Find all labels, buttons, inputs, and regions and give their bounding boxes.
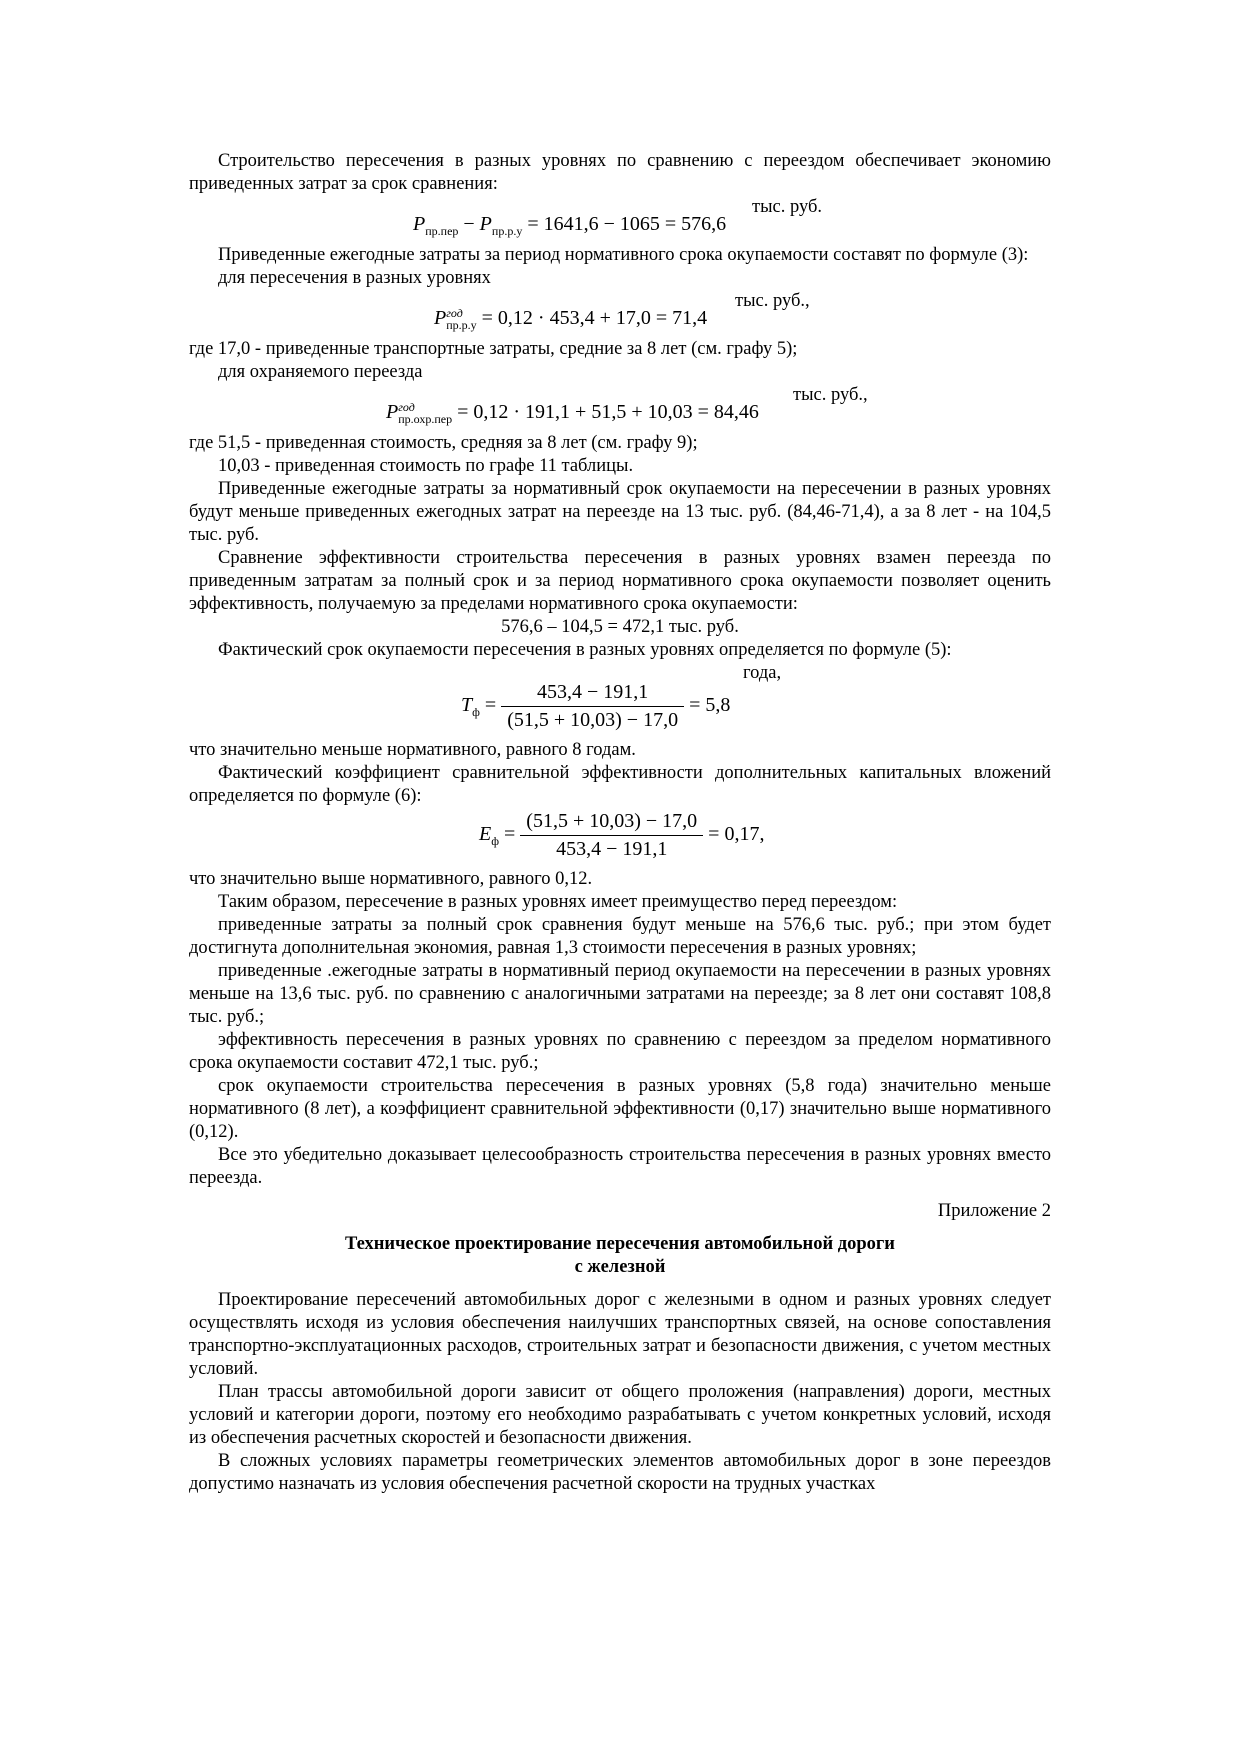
paragraph: приведенные затраты за полный срок сравнения будут меньше на 576,6 тыс. руб.; при этом будет достигнута дополнительная экономия, равная 1,3 стоимости пересечения в разных уровнях; bbox=[189, 915, 1051, 958]
paragraph: что значительно меньше нормативного, равного 8 годам. bbox=[189, 740, 636, 760]
formula-5-expr: $T_ф$ = $\frac{453,4 - 191,1}{(51,5 + 10,03) - 17,0}$ = 5,8 bbox=[461, 681, 731, 731]
formula-subscript: пр.охр.пер bbox=[398, 412, 453, 427]
formula-rhs: = 0,17, bbox=[708, 823, 765, 846]
formula-numerator: (51,5 + 10,03) − 17,0 bbox=[520, 810, 703, 836]
formula-superscript: год bbox=[398, 400, 415, 415]
formula-3 bbox=[189, 400, 1051, 432]
formula-rhs: = 5,8 bbox=[689, 694, 731, 717]
formula-subscript: ф bbox=[491, 834, 499, 849]
paragraph: План трассы автомобильной дороги зависит от общего проложения (направления) дороги, местных условий и категории дороги, поэтому его необходимо разрабатывать с учетом конкретных условий, исходя из обеспечения расчетных скоростей и безопасности движения. bbox=[189, 1382, 1051, 1448]
paragraph: где 17,0 - приведенные транспортные затраты, средние за 8 лет (см. графу 5); bbox=[189, 339, 798, 359]
formula-3-expr bbox=[386, 401, 759, 425]
formula-symbol: P bbox=[413, 213, 426, 235]
formula-subscript: пр.р.у bbox=[446, 318, 477, 333]
formula-symbol: E bbox=[479, 823, 492, 846]
section-title-line-1: Техническое проектирование пересечения автомобильной дороги bbox=[345, 1234, 895, 1254]
appendix-label: Приложение 2 bbox=[937, 1201, 1051, 1221]
unit-label: года, bbox=[743, 663, 782, 683]
paragraph: Таким образом, пересечение в разных уровнях имеет преимущество перед переездом: bbox=[218, 892, 898, 912]
formula-denominator: 453,4 − 191,1 bbox=[556, 838, 668, 860]
formula-symbol: T bbox=[461, 694, 473, 717]
formula-denominator: (51,5 + 10,03) − 17,0 bbox=[507, 709, 679, 731]
document-page bbox=[189, 150, 1051, 1496]
formula-subscript: ф bbox=[472, 705, 480, 720]
formula-numerator: 453,4 − 191,1 bbox=[501, 681, 684, 707]
unit-label: тыс. руб., bbox=[735, 291, 810, 311]
formula-fraction bbox=[520, 810, 703, 861]
formula-2 bbox=[189, 306, 1051, 338]
paragraph: срок окупаемости строительства пересечения в разных уровнях (5,8 года) значительно меньше нормативного (8 лет), а коэффициент сравнительной эффективности (0,17) значительно выше нормативного (0,12). bbox=[189, 1076, 1051, 1142]
paragraph: Приведенные ежегодные затраты за нормативный срок окупаемости на пересечении в разных уровнях будут меньше приведенных ежегодных затрат на переезде на 13 тыс. руб. (84,46-71,4), а за 8 лет - на 104,5 тыс. руб. bbox=[189, 479, 1051, 545]
formula-rhs: = 0,12 · 191,1 + 51,5 + 10,03 = 84,46 bbox=[457, 401, 759, 423]
formula-symbol: P bbox=[386, 401, 399, 423]
formula-6 bbox=[189, 808, 1051, 868]
unit-label: тыс. руб. bbox=[752, 197, 823, 217]
paragraph: что значительно выше нормативного, равного 0,12. bbox=[189, 869, 593, 889]
formula-fraction bbox=[501, 681, 684, 732]
formula-6-expr: $E_ф$ = $\frac{(51,5 + 10,03) - 17,0}{453,4 - 191,1}$ = 0,17, bbox=[479, 810, 765, 860]
paragraph: для охраняемого переезда bbox=[218, 362, 423, 382]
formula-rhs: = 1641,6 − 1065 = 576,6 bbox=[527, 213, 727, 235]
formula-5 bbox=[189, 681, 1051, 739]
paragraph: 10,03 - приведенная стоимость по графе 11 таблицы. bbox=[218, 456, 634, 476]
formula-subscript: пр.р.у bbox=[491, 224, 523, 238]
paragraph: где 51,5 - приведенная стоимость, средняя за 8 лет (см. графу 9); bbox=[189, 433, 698, 453]
paragraph: приведенные .ежегодные затраты в нормативный период окупаемости на пересечении в разных уровнях меньше на 13,6 тыс. руб. по сравнению с аналогичными затратами на переезде; за 8 лет они составят 108,8 тыс. руб.; bbox=[189, 961, 1051, 1027]
formula-symbol: P bbox=[434, 307, 447, 329]
paragraph: Строительство пересечения в разных уровнях по сравнению с переездом обеспечивает экономию приведенных затрат за срок сравнения: bbox=[189, 151, 1051, 194]
unit-label: тыс. руб., bbox=[793, 385, 868, 405]
formula-symbol: P bbox=[479, 213, 492, 235]
formula-2-expr bbox=[434, 307, 707, 331]
paragraph: эффективность пересечения в разных уровнях по сравнению с переездом за пределом нормативного срока окупаемости составит 472,1 тыс. руб.; bbox=[189, 1030, 1051, 1073]
formula-superscript: год bbox=[446, 306, 463, 321]
formula-subscript: пр.пер bbox=[425, 224, 459, 238]
paragraph: Сравнение эффективности строительства пересечения в разных уровнях взамен переезда по приведенным затратам за полный срок и за период нормативного срока окупаемости позволяет оценить эффективность, получаемую за пределами нормативного срока окупаемости: bbox=[189, 548, 1051, 614]
paragraph: для пересечения в разных уровнях bbox=[218, 268, 491, 288]
formula-4: 576,6 – 104,5 = 472,1 тыс. руб. bbox=[501, 617, 739, 637]
paragraph: Фактический коэффициент сравнительной эффективности дополнительных капитальных вложений определяется по формуле (6): bbox=[189, 763, 1051, 806]
section-title-line-2: с железной bbox=[574, 1257, 666, 1277]
formula-operator: − bbox=[463, 213, 475, 235]
paragraph: Фактический срок окупаемости пересечения в разных уровнях определяется по формуле (5): bbox=[218, 640, 952, 660]
formula-1 bbox=[189, 213, 1051, 244]
paragraph: Проектирование пересечений автомобильных дорог с железными в одном и разных уровнях следует осуществлять исходя из условия обеспечения наилучших транспортных связей, на основе сопоставления транспортно-эксплуатационных расходов, строительных затрат и безопасности движения, с учетом местных условий. bbox=[189, 1290, 1051, 1379]
paragraph: Приведенные ежегодные затраты за период нормативного срока окупаемости составят по формуле (3): bbox=[218, 245, 1029, 265]
formula-rhs: = 0,12 · 453,4 + 17,0 = 71,4 bbox=[481, 307, 708, 329]
formula-1-expr bbox=[413, 213, 726, 243]
paragraph: Все это убедительно доказывает целесообразность строительства пересечения в разных уровнях вместо переезда. bbox=[189, 1145, 1051, 1188]
paragraph: В сложных условиях параметры геометрических элементов автомобильных дорог в зоне переездов допустимо назначать из условия обеспечения расчетной скорости на трудных участках bbox=[189, 1451, 1051, 1494]
